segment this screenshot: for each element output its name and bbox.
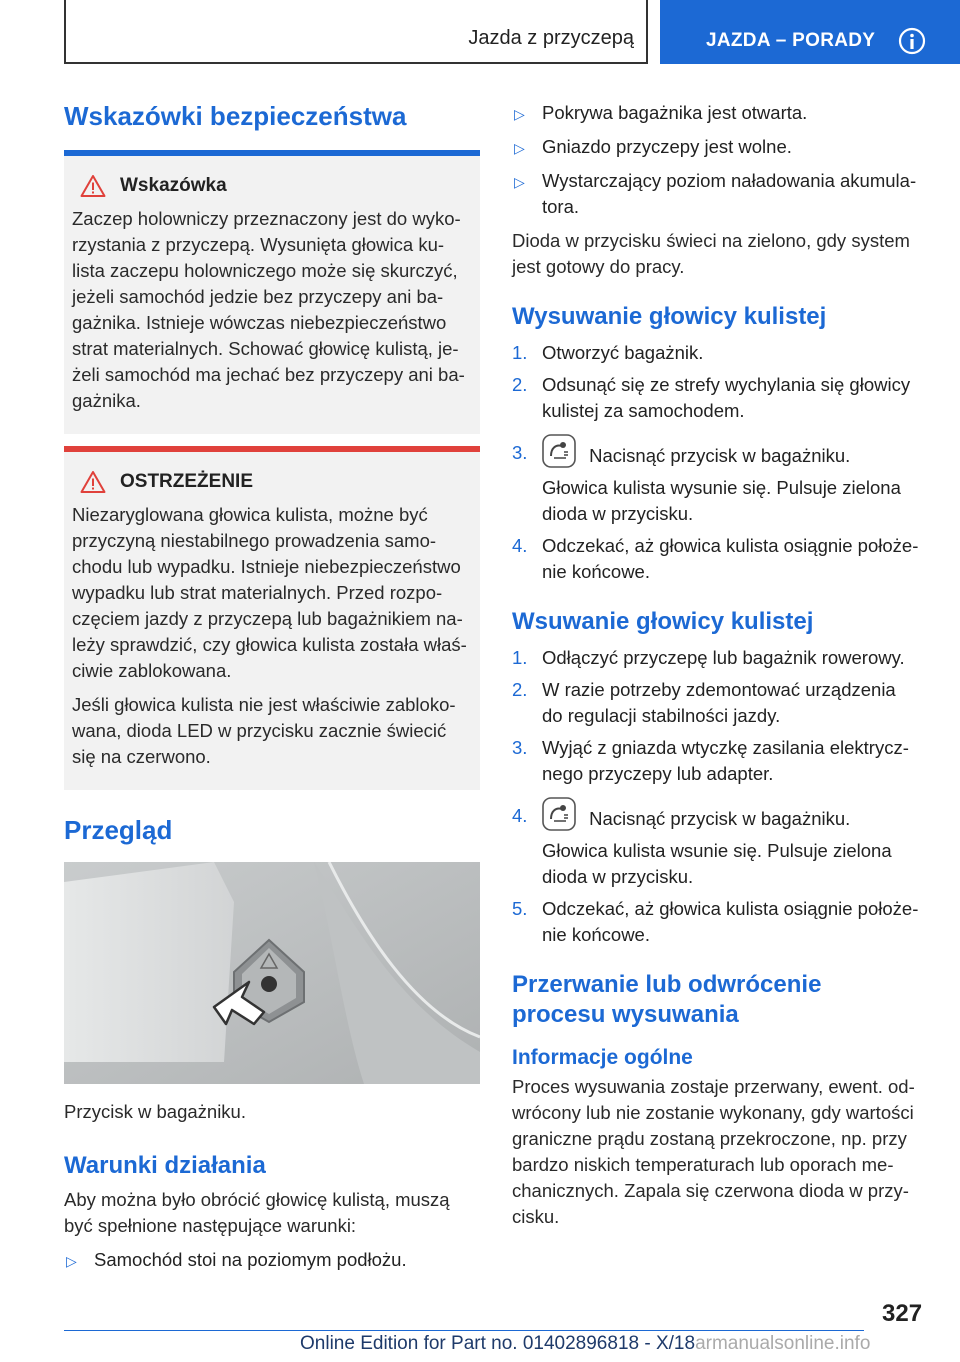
step-text: Odłączyć przyczepę lub bagażnik rowerowy. (542, 647, 905, 668)
step-text: kulistej za samochodem. (542, 400, 745, 421)
step-text (542, 797, 928, 832)
warning-triangle-icon (80, 470, 106, 494)
interrupt-title-line: Przerwanie lub odwrócenie (512, 971, 822, 998)
overview-title: Przegląd (64, 815, 173, 845)
step-number: 3. (512, 737, 528, 758)
note-line: jeżeli samochód jedzie bez przyczepy ani ba- (72, 286, 444, 307)
info-icon (898, 27, 926, 55)
list-item (512, 896, 928, 948)
note-box (64, 150, 480, 434)
warning-line: ciwie zablokowana. (72, 660, 232, 681)
step-text: Odczekać, aż głowica kulista osiągnie położe- (542, 535, 919, 556)
general-line: chanicznych. Zapala się czerwona dioda w przy- (512, 1180, 909, 1201)
step-subtext (542, 838, 928, 890)
towbar-button-icon (542, 797, 576, 831)
general-text (512, 1074, 928, 1230)
edition-text: Online Edition for Part no. 01402896818 - X/18 (300, 1333, 696, 1354)
trunk-button-photo (64, 862, 480, 1084)
footer-divider (64, 1330, 864, 1331)
step-number: 4. (512, 535, 528, 556)
warning-title: OSTRZEŻENIE (120, 471, 254, 492)
bullet-triangle-icon: ▷ (514, 106, 525, 122)
photo-caption: Przycisk w bagażniku. (64, 1101, 246, 1122)
led-line: jest gotowy do pracy. (512, 256, 685, 277)
retract-title: Wsuwanie głowicy kulistej (512, 608, 814, 635)
bullet-triangle-icon: ▷ (514, 174, 525, 190)
warning-line: częciem jazdy z przyczepą lub bagażnikiem na- (72, 608, 463, 629)
warning-line: przyczyną niestabilnego prowadzenia samo- (72, 530, 437, 551)
extend-title: Wysuwanie głowicy kulistej (512, 303, 827, 330)
header-chapter-box (660, 0, 960, 64)
warning-line: wana, dioda LED w przycisku zacznie świecić (72, 720, 447, 741)
step-text: nie końcowe. (542, 924, 650, 945)
general-line: bardzo niskich temperaturach lub oporach me- (512, 1154, 894, 1175)
note-title: Wskazówka (120, 175, 227, 196)
list-item (512, 677, 928, 729)
bullet-text: tora. (542, 196, 580, 217)
list-item (512, 434, 928, 527)
warning-text-2 (72, 692, 472, 770)
warning-line: się na czerwono. (72, 746, 211, 767)
interrupt-title (512, 970, 928, 1030)
bullet-triangle-icon: ▷ (514, 140, 525, 156)
list-item (512, 735, 928, 787)
step-subline: dioda w przycisku. (542, 866, 694, 887)
step-number: 1. (512, 647, 528, 668)
step-text: W razie potrzeby zdemontować urządzenia (542, 679, 896, 700)
step-text: Wyjąć z gniazda wtyczkę zasilania elektrycz- (542, 737, 909, 758)
towbar-button-icon (542, 434, 576, 468)
safety-title: Wskazówki bezpieczeństwa (64, 101, 407, 131)
led-text (512, 228, 928, 280)
step-number: 4. (512, 805, 528, 826)
general-line: Proces wysuwania zostaje przerwany, ewent. od- (512, 1076, 915, 1097)
warning-line: wypadku lub strat materialnych. Przed rozpo- (72, 582, 443, 603)
note-line: strat materialnych. Schować głowicę kulistą, je- (72, 338, 459, 359)
list-item (64, 1247, 480, 1273)
step-number: 2. (512, 679, 528, 700)
list-item (512, 797, 928, 890)
watermark-text: armanualsonline.info (695, 1333, 871, 1354)
note-text (72, 206, 472, 414)
bullet-text: Pokrywa bagażnika jest otwarta. (542, 102, 808, 123)
warning-text-1 (72, 502, 472, 684)
step-text: Odczekać, aż głowica kulista osiągnie położe- (542, 898, 919, 919)
step-text: nego przyczepy lub adapter. (542, 763, 774, 784)
conditions-line: Aby można było obrócić głowicę kulistą, muszą (64, 1189, 450, 1210)
bullet-text: Wystarczający poziom naładowania akumula- (542, 170, 917, 191)
step-number: 1. (512, 342, 528, 363)
list-item (512, 533, 928, 585)
warning-line: leży sprawdzić, czy głowica kulista została właś- (72, 634, 467, 655)
step-text: do regulacji stabilności jazdy. (542, 705, 781, 726)
general-title: Informacje ogólne (512, 1046, 693, 1069)
step-text: Otworzyć bagażnik. (542, 342, 704, 363)
warning-line: chodu lub wypadku. Istnieje niebezpieczeństwo (72, 556, 461, 577)
general-line: cisku. (512, 1206, 560, 1227)
note-line: Zaczep holowniczy przeznaczony jest do wyko- (72, 208, 461, 229)
conditions-title: Warunki działania (64, 1152, 266, 1179)
note-line: lista zaczepu holowniczego może się skurczyć, (72, 260, 458, 281)
general-line: graniczne prądu zostaną przekroczone, np. przy (512, 1128, 907, 1149)
step-number: 5. (512, 898, 528, 919)
note-line: gażnika. Istnieje wówczas niebezpieczeństwo (72, 312, 447, 333)
bullet-text: Samochód stoi na poziomym podłożu. (94, 1249, 407, 1270)
step-subtext (542, 475, 928, 527)
step-subline: Głowica kulista wsunie się. Pulsuje zielona (542, 840, 892, 861)
step-number: 3. (512, 442, 528, 463)
list-item (512, 372, 928, 424)
led-line: Dioda w przycisku świeci na zielono, gdy system (512, 230, 910, 251)
list-item (512, 134, 928, 160)
list-item (512, 100, 928, 126)
warning-line: Niezaryglowana głowica kulista, możne być (72, 504, 428, 525)
note-line: rzystania z przyczepą. Wysunięta głowica ku- (72, 234, 445, 255)
conditions-intro (64, 1187, 480, 1239)
step-text (542, 434, 928, 469)
list-item (512, 645, 928, 671)
step-text: Odsunąć się ze strefy wychylania się głowicy (542, 374, 911, 395)
conditions-line: być spełnione następujące warunki: (64, 1215, 357, 1236)
header-section-box (64, 0, 648, 64)
note-line: gażnika. (72, 390, 141, 411)
page-number: 327 (882, 1300, 923, 1327)
step-text-inline: Nacisnąć przycisk w bagażniku. (589, 808, 851, 829)
warning-triangle-icon (80, 174, 106, 198)
warning-box (64, 446, 480, 790)
list-item (512, 340, 928, 366)
warning-title-row (80, 470, 472, 494)
right-column (512, 100, 928, 1230)
chapter-title: JAZDA – PORADY (706, 30, 876, 51)
step-subline: dioda w przycisku. (542, 503, 694, 524)
list-item (512, 168, 928, 220)
note-line: żeli samochód ma jechać bez przyczepy ani ba- (72, 364, 465, 385)
general-line: wrócony lub nie zostanie wykonany, gdy wartości (512, 1102, 914, 1123)
step-number: 2. (512, 374, 528, 395)
interrupt-title-line: procesu wysuwania (512, 1001, 739, 1028)
section-title: Jazda z przyczepą (468, 27, 634, 49)
bullet-triangle-icon: ▷ (66, 1253, 77, 1269)
step-text-inline: Nacisnąć przycisk w bagażniku. (589, 445, 851, 466)
step-text: nie końcowe. (542, 561, 650, 582)
note-title-row (80, 174, 472, 198)
left-column (64, 100, 480, 1281)
step-subline: Głowica kulista wysunie się. Pulsuje zielona (542, 477, 901, 498)
bullet-text: Gniazdo przyczepy jest wolne. (542, 136, 792, 157)
warning-line: Jeśli głowica kulista nie jest właściwie zabloko- (72, 694, 456, 715)
footer-edition (300, 1333, 870, 1355)
